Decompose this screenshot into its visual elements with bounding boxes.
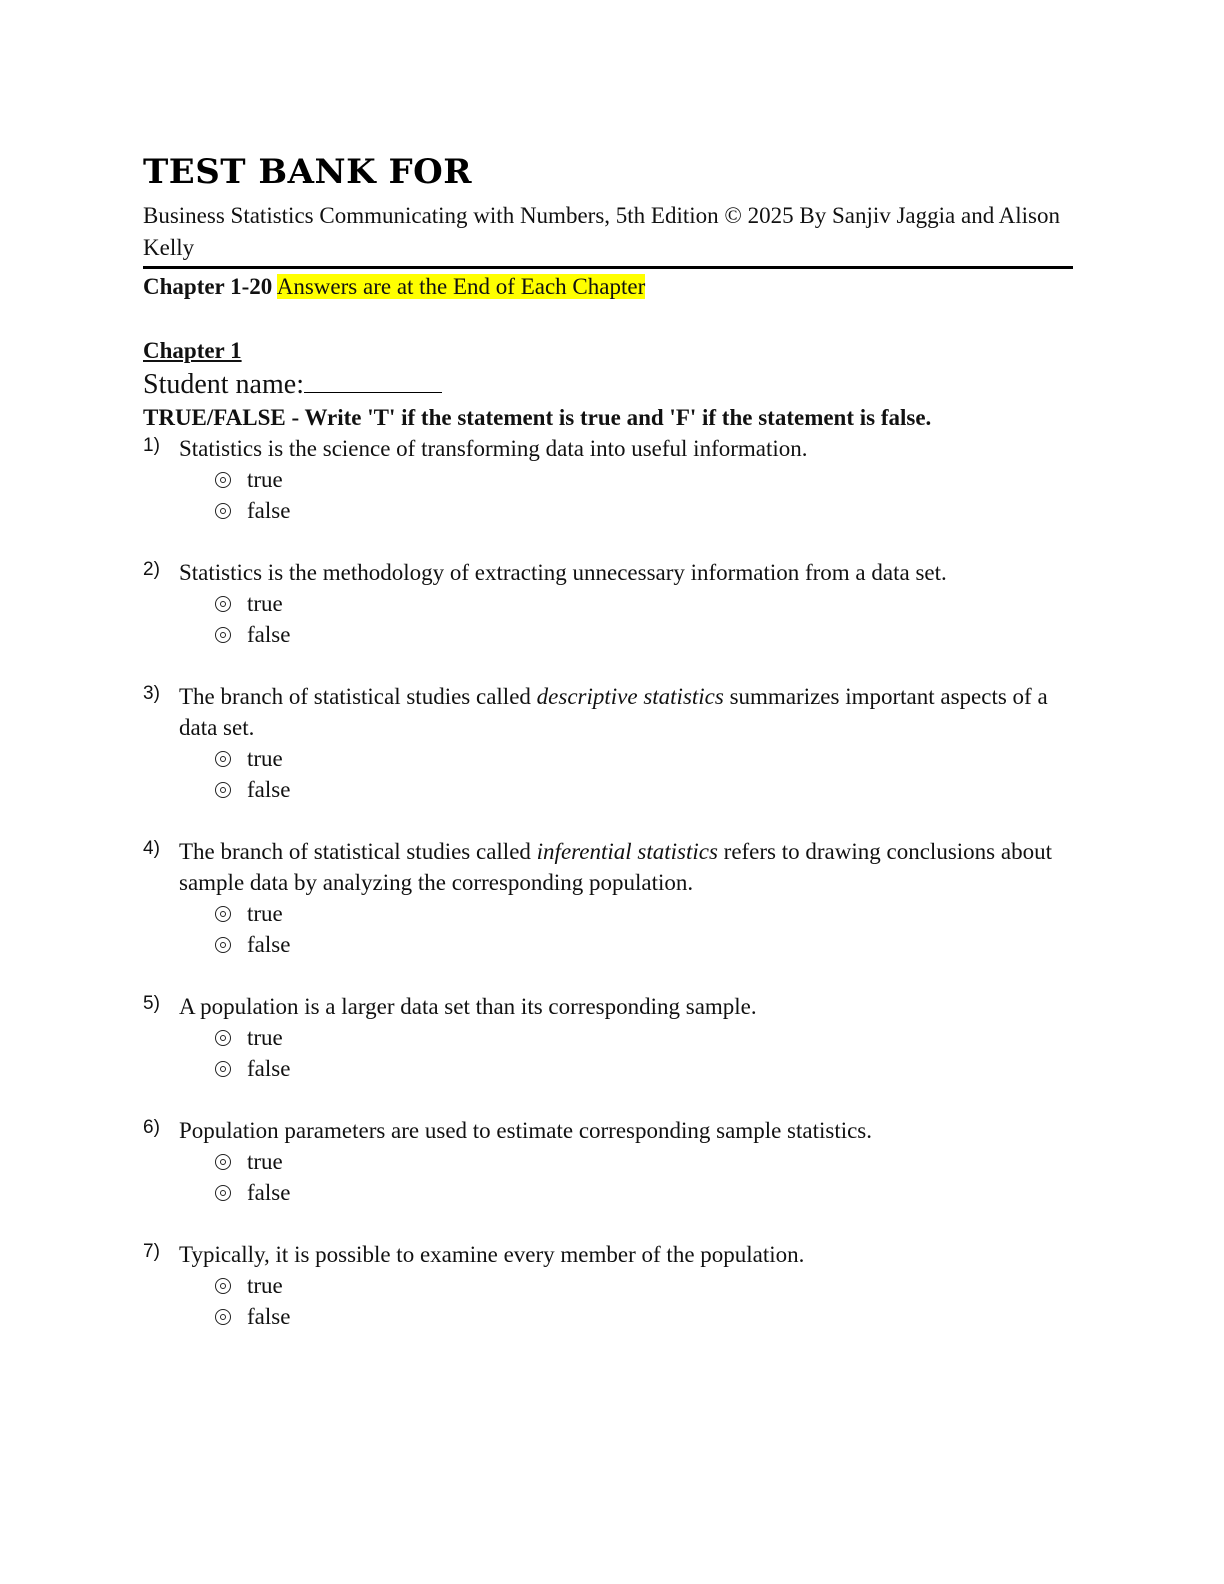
radio-button-icon[interactable] [215, 503, 231, 519]
answer-options [215, 464, 1073, 526]
answer-option-label: true [247, 1025, 283, 1050]
answer-option-true[interactable] [215, 1022, 1073, 1053]
question-text-part: refers to drawing conclusions about sample data by analyzing the corresponding population. [179, 839, 1052, 895]
question-number: 4) [143, 838, 160, 859]
question-text-part: The branch of statistical studies called [179, 839, 537, 864]
answer-option-false[interactable] [215, 929, 1073, 960]
question-term-italic: inferential statistics [536, 839, 718, 864]
question-text [179, 681, 1073, 743]
answer-option-false[interactable] [215, 774, 1073, 805]
student-name-line [143, 367, 1073, 403]
question-text [179, 433, 1073, 464]
student-name-blank[interactable] [304, 368, 442, 393]
answer-option-label: true [247, 467, 283, 492]
radio-button-icon[interactable] [215, 1154, 231, 1170]
book-subtitle: Business Statistics Communicating with Numbers, 5th Edition © 2025 By Sanjiv Jaggia and Alison Kelly [143, 203, 1061, 260]
answer-option-label: false [247, 498, 291, 523]
radio-button-icon[interactable] [215, 751, 231, 767]
answer-option-label: false [247, 777, 291, 802]
answer-options [215, 743, 1073, 805]
chapter-heading: Chapter 1 [143, 338, 242, 363]
question-text [179, 1239, 1073, 1270]
question-item [143, 1115, 1073, 1208]
answer-options [215, 1146, 1073, 1208]
radio-button-icon[interactable] [215, 937, 231, 953]
page-title: TEST BANK FOR [143, 152, 473, 192]
question-text [179, 991, 1073, 1022]
question-spacer [143, 1084, 1073, 1115]
answer-option-label: true [247, 1273, 283, 1298]
answer-option-label: true [247, 591, 283, 616]
question-number: 2) [143, 559, 160, 580]
answer-option-true[interactable] [215, 743, 1073, 774]
header-divider [143, 266, 1073, 269]
radio-button-icon[interactable] [215, 627, 231, 643]
question-number: 7) [143, 1241, 160, 1262]
instructions: TRUE/FALSE - Write 'T' if the statement is true and 'F' if the statement is false. [143, 405, 932, 430]
radio-button-icon[interactable] [215, 472, 231, 488]
chapters-label: Chapter 1-20 [143, 274, 273, 299]
radio-button-icon[interactable] [215, 1061, 231, 1077]
radio-button-icon[interactable] [215, 1309, 231, 1325]
question-list [143, 433, 1073, 1332]
question-term-italic: descriptive statistics [536, 684, 724, 709]
question-item [143, 1239, 1073, 1332]
answer-option-false[interactable] [215, 1301, 1073, 1332]
question-item [143, 557, 1073, 650]
answer-options [215, 898, 1073, 960]
answer-option-true[interactable] [215, 464, 1073, 495]
question-number: 3) [143, 683, 160, 704]
answer-option-true[interactable] [215, 588, 1073, 619]
answer-option-label: false [247, 1056, 291, 1081]
question-text [179, 557, 1073, 588]
question-number: 5) [143, 993, 160, 1014]
question-text-part: Population parameters are used to estimate corresponding sample statistics. [179, 1118, 873, 1143]
answer-option-true[interactable] [215, 1146, 1073, 1177]
student-name-label: Student name: [143, 369, 304, 400]
answer-option-label: true [247, 746, 283, 771]
question-spacer [143, 650, 1073, 681]
question-text-part: A population is a larger data set than its corresponding sample. [179, 994, 757, 1019]
radio-button-icon[interactable] [215, 1185, 231, 1201]
question-text-part: summarizes important aspects of a data set. [179, 684, 1048, 740]
question-spacer [143, 1208, 1073, 1239]
radio-button-icon[interactable] [215, 1278, 231, 1294]
question-text-part: The branch of statistical studies called [179, 684, 537, 709]
question-number: 6) [143, 1117, 160, 1138]
question-item [143, 681, 1073, 805]
question-item [143, 433, 1073, 526]
answer-options [215, 1270, 1073, 1332]
question-spacer [143, 805, 1073, 836]
question-text-part: Statistics is the science of transforming data into useful information. [179, 436, 808, 461]
question-text [179, 1115, 1073, 1146]
radio-button-icon[interactable] [215, 596, 231, 612]
question-spacer [143, 526, 1073, 557]
question-text-part: Typically, it is possible to examine every member of the population. [179, 1242, 805, 1267]
radio-button-icon[interactable] [215, 782, 231, 798]
answer-option-label: false [247, 622, 291, 647]
question-item [143, 836, 1073, 960]
answer-option-false[interactable] [215, 1053, 1073, 1084]
answer-option-label: true [247, 1149, 283, 1174]
question-item [143, 991, 1073, 1084]
chapters-note-highlight: Answers are at the End of Each Chapter [276, 274, 646, 299]
answer-options [215, 1022, 1073, 1084]
radio-button-icon[interactable] [215, 1030, 231, 1046]
question-spacer [143, 960, 1073, 991]
answer-option-false[interactable] [215, 1177, 1073, 1208]
answer-option-label: false [247, 1304, 291, 1329]
radio-button-icon[interactable] [215, 906, 231, 922]
question-text [179, 836, 1073, 898]
question-number: 1) [143, 435, 160, 456]
answer-option-false[interactable] [215, 495, 1073, 526]
question-text-part: Statistics is the methodology of extracting unnecessary information from a data set. [179, 560, 947, 585]
answer-option-false[interactable] [215, 619, 1073, 650]
document-page [143, 150, 1073, 1332]
answer-option-label: false [247, 1180, 291, 1205]
answer-option-true[interactable] [215, 898, 1073, 929]
answer-option-label: true [247, 901, 283, 926]
answer-option-true[interactable] [215, 1270, 1073, 1301]
chapters-line [143, 271, 1073, 303]
answer-options [215, 588, 1073, 650]
answer-option-label: false [247, 932, 291, 957]
